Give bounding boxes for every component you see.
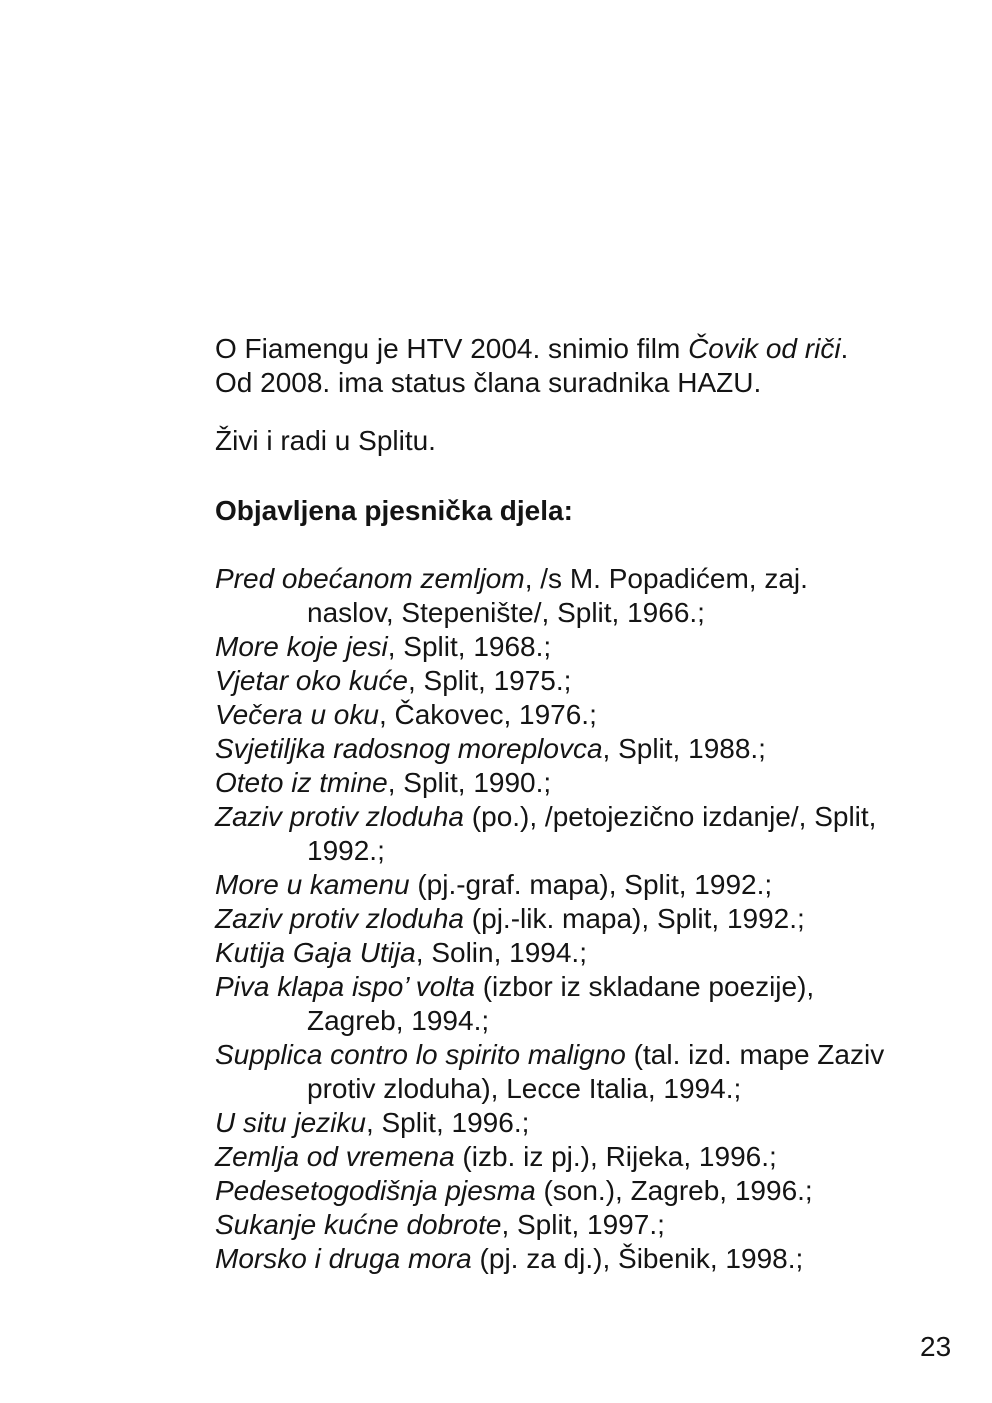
work-title: Svjetiljka radosnog moreplovca — [215, 733, 603, 764]
text-segment: , Solin, 1994.; — [415, 937, 587, 968]
work-title: Piva klapa ispo’ volta — [215, 971, 475, 1002]
text-block — [215, 332, 891, 1276]
work-entry — [215, 732, 891, 766]
work-entry — [215, 800, 891, 868]
intro-paragraph — [215, 332, 891, 400]
intro-line-2 — [215, 366, 891, 400]
text-segment: (po.), /petojezično izdanje/, Split, 1992.; — [307, 801, 877, 866]
work-entry — [215, 902, 891, 936]
text-segment: , /s M. Popadićem, zaj. naslov, Stepenište/, Split, 1966.; — [307, 563, 808, 628]
text-segment: , Čakovec, 1976.; — [378, 699, 597, 730]
text-segment: . — [840, 333, 849, 364]
work-title: Zemlja od vremena — [215, 1141, 455, 1172]
text-segment: (tal. izd. mape Zaziv protiv zloduha), Lecce Italia, 1994.; — [307, 1039, 885, 1104]
work-entry — [215, 664, 891, 698]
work-title: More u kamenu — [215, 869, 410, 900]
works-list — [215, 562, 891, 1276]
work-title: Pedesetogodišnja pjesma — [215, 1175, 536, 1206]
intro-line-1 — [215, 332, 891, 366]
text-segment: , Split, 1968.; — [387, 631, 552, 662]
page-number: 23 — [920, 1331, 952, 1362]
work-title: Zaziv protiv zloduha — [215, 903, 465, 934]
text-segment: (pj.-graf. mapa), Split, 1992.; — [409, 869, 773, 900]
work-title: U situ jeziku — [215, 1107, 366, 1138]
work-entry — [215, 868, 891, 902]
work-entry — [215, 936, 891, 970]
text-segment: , Split, 1988.; — [602, 733, 766, 764]
work-title: Oteto iz tmine — [215, 767, 388, 798]
work-entry — [215, 698, 891, 732]
work-title: Morsko i druga mora — [215, 1243, 472, 1274]
text-segment: , Split, 1997.; — [501, 1209, 665, 1240]
work-title: Sukanje kućne dobrote — [215, 1209, 502, 1240]
work-entry — [215, 1106, 891, 1140]
work-entry — [215, 1242, 891, 1276]
work-title: More koje jesi — [215, 631, 388, 662]
text-segment: , Split, 1975.; — [408, 665, 572, 696]
work-title: Pred obećanom zemljom — [215, 563, 525, 594]
text-segment: (izb. iz pj.), Rijeka, 1996.; — [454, 1141, 777, 1172]
text-segment: (pj. za dj.), Šibenik, 1998.; — [471, 1243, 804, 1274]
work-title: Supplica contro lo spirito maligno — [215, 1039, 626, 1070]
work-title: Večera u oku — [215, 699, 379, 730]
work-title: Zaziv protiv zloduha — [215, 801, 465, 832]
residence-line — [215, 424, 891, 458]
work-entry — [215, 766, 891, 800]
text-segment: , Split, 1996.; — [365, 1107, 530, 1138]
work-entry — [215, 1140, 891, 1174]
works-heading: Objavljena pjesnička djela: — [215, 495, 573, 526]
text-segment: (izbor iz skladane poezije), Zagreb, 1994.; — [307, 971, 815, 1036]
work-title: Vjetar oko kuće — [215, 665, 408, 696]
work-entry — [215, 970, 891, 1038]
work-entry — [215, 1174, 891, 1208]
text-segment: , Split, 1990.; — [387, 767, 552, 798]
text-segment: Od 2008. ima status člana suradnika HAZU. — [215, 367, 762, 398]
work-entry — [215, 1208, 891, 1242]
work-entry — [215, 630, 891, 664]
text-segment: (son.), Zagreb, 1996.; — [535, 1175, 813, 1206]
work-title: Čovik od riči — [688, 333, 841, 364]
work-entry — [215, 562, 891, 630]
text-segment: Živi i radi u Splitu. — [215, 425, 436, 456]
text-segment: O Fiamengu je HTV 2004. snimio film — [215, 333, 689, 364]
work-title: Kutija Gaja Utija — [215, 937, 416, 968]
text-segment: (pj.-lik. mapa), Split, 1992.; — [464, 903, 805, 934]
work-entry — [215, 1038, 891, 1106]
residence-paragraph — [215, 424, 891, 458]
